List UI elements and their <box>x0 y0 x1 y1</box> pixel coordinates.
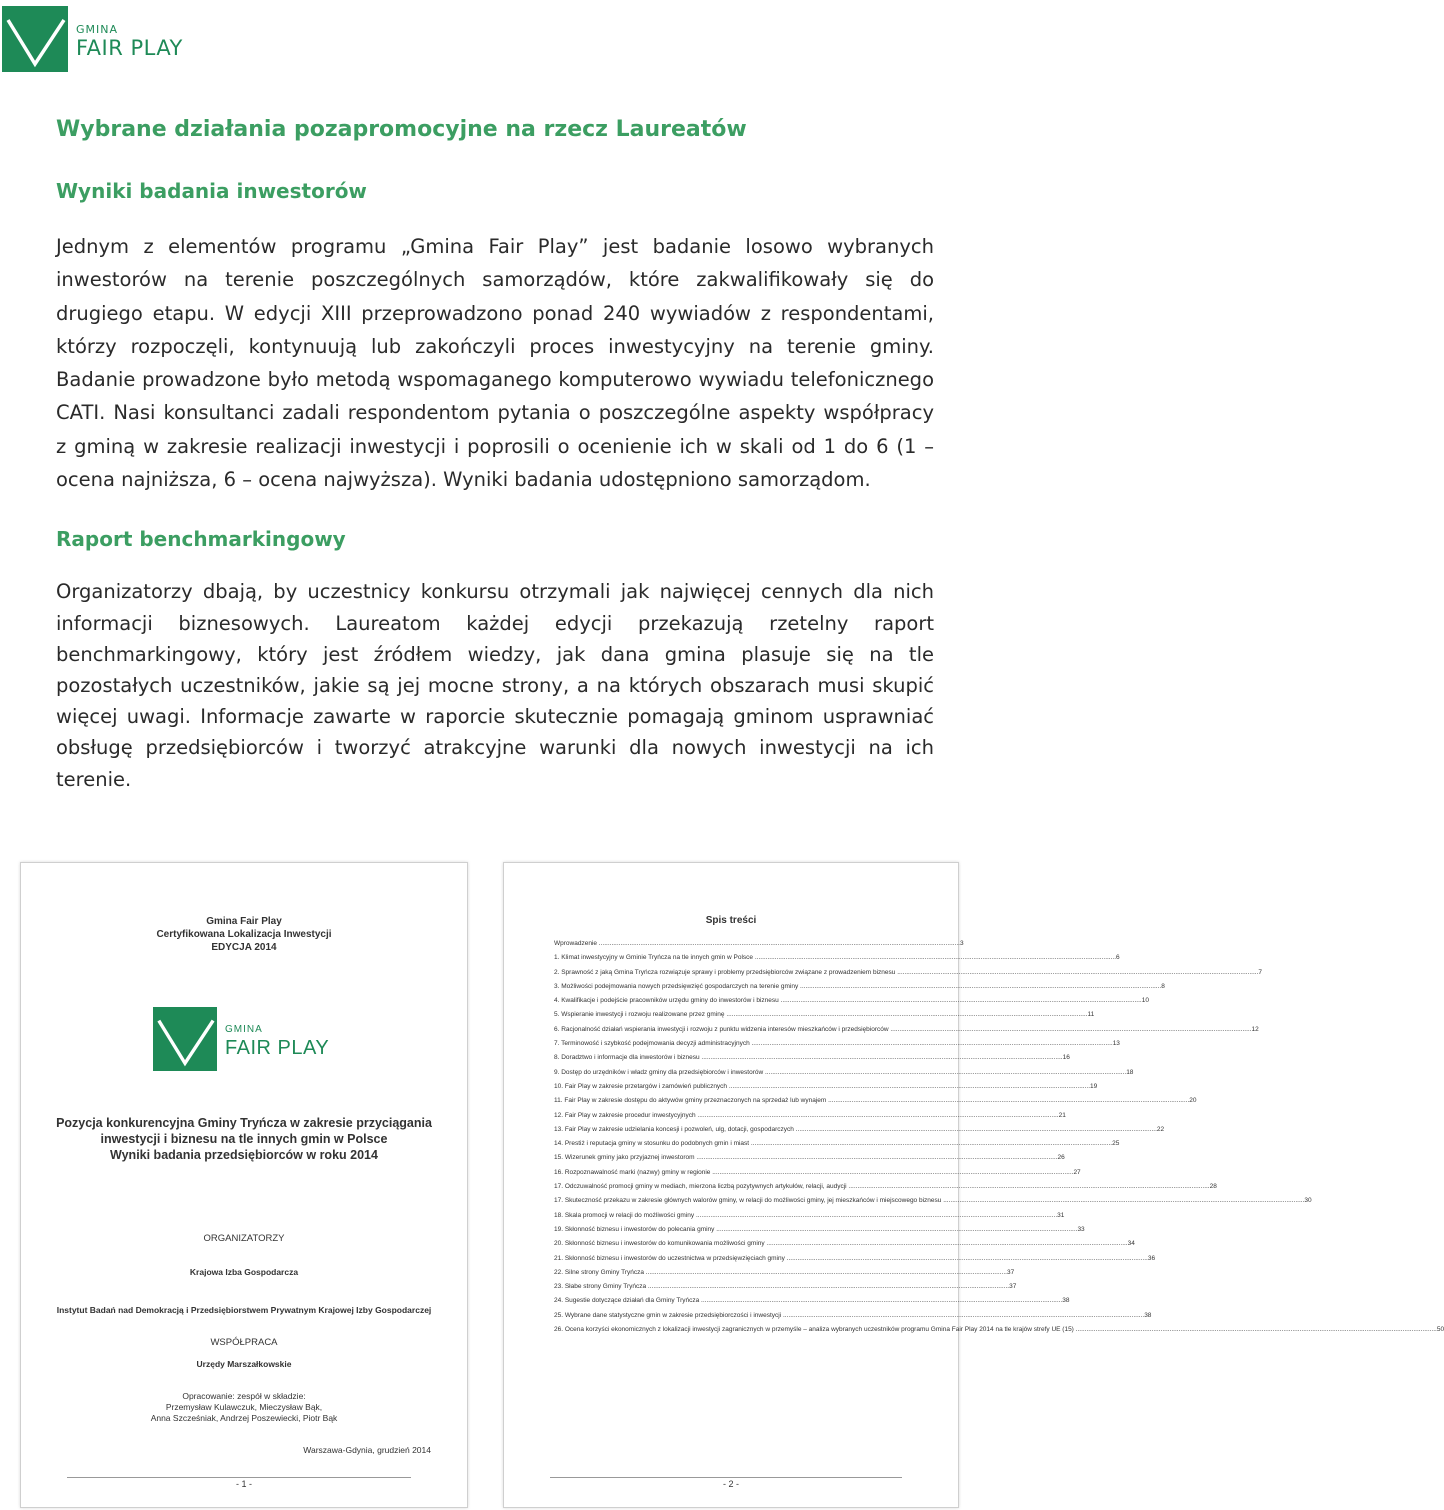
toc-entry-page: 18 <box>1126 1068 1134 1076</box>
section-heading-investors: Wyniki badania inwestorów <box>56 179 367 203</box>
cover-organizers-label: ORGANIZATORZY <box>203 1233 285 1244</box>
toc-row <box>554 937 964 951</box>
toc-entry-text: 15. Wizerunek gminy jako przyjaznej inwestorom ..... <box>554 1151 1058 1165</box>
toc-row <box>554 1266 1015 1280</box>
cover-logo-small: GMINA <box>225 1024 263 1035</box>
toc-entry-text: 13. Fair Play w zakresie udzielania koncesji i pozwoleń, ulg, dotacji, gospodarczych ..... <box>554 1123 1157 1137</box>
toc-entry-page: 30 <box>1304 1197 1312 1205</box>
section-body-benchmark: Organizatorzy dbają, by uczestnicy konkursu otrzymali jak najwięcej cennych dla nich informacji biznesowych. Laureatom każdej edycji przekazują rzetelny raport benchmarkingowy, który jest źródłem wiedzy, jak dana gmina plasuje się na tle pozostałych uczestników, jakie są jej mocne strony, a na których obszarach musi skupić więcej uwagi. Informacje zawarte w raporcie skutecznie pomagają gminom usprawniać obsługę przedsiębiorców i tworzyć atrakcyjne warunki dla nowych inwestycji na ich terenie. <box>56 580 934 791</box>
toc-row <box>554 1137 1120 1151</box>
toc-entry-text: 10. Fair Play w zakresie przetargów i zamówień publicznych ..... <box>554 1080 1090 1094</box>
toc-entry-page: 8 <box>1161 982 1165 990</box>
toc-entry-page: 20 <box>1189 1097 1197 1105</box>
toc-entry-page: 10 <box>1141 997 1149 1005</box>
toc-entry-page: 36 <box>1147 1254 1156 1262</box>
toc-row <box>554 1037 1120 1051</box>
toc-entry-page: 21 <box>1058 1111 1066 1119</box>
toc-entry-page: 31 <box>1057 1211 1065 1219</box>
toc-entry-text: 25. Wybrane dane statystyczne gmin w zakresie przedsiębiorczości i inwestycji ..... <box>554 1309 1144 1323</box>
cover-authors-line: Opracowanie: zespół w składzie: <box>182 1391 306 1401</box>
toc-entry-page: 38 <box>1144 1311 1152 1319</box>
toc-row <box>554 1194 1312 1208</box>
section-body-investors: Jednym z elementów programu „Gmina Fair Play” jest badanie losowo wybranych inwestorów na terenie poszczególnych samorządów, które zakwalifikowały się do drugiego etapu. W edycji XIII przeprowadzono ponad 240 wywiadów z respondentami, którzy rozpoczęli, kontynuują lub zakończyli proces inwestycyjny na terenie gminy. Badanie prowadzone było metodą wspomaganego komputerowo wywiadu telefonicznego CATI. Nasi konsultanci zadali respondentom pytania o poszczególne aspekty współpracy z gminą w zakresie realizacji inwestycji i poprosili o ocenienie ich w skali od 1 do 6 (1 – ocena najniższa, 6 – ocena najwyższa). Wyniki badania udostępniono samorządom. <box>56 235 934 492</box>
toc-row <box>554 1109 1066 1123</box>
toc-entry-text: 5. Wspieranie inwestycji i rozwoju realizowane przez gminę ..... <box>554 1008 1088 1022</box>
toc-row <box>554 994 1149 1008</box>
toc-entry-text: 3. Możliwości podejmowania nowych przedsięwzięć gospodarczych na terenie gminy ..... <box>554 980 1161 994</box>
toc-row <box>554 1123 1165 1137</box>
toc-entry-page: 37 <box>1006 1268 1015 1276</box>
logo-checkmark-icon <box>2 6 68 72</box>
toc-entry-page: 19 <box>1090 1082 1098 1090</box>
toc-row <box>554 1166 1081 1180</box>
toc-row <box>554 1180 1217 1194</box>
toc-entry-page: 11 <box>1087 1011 1095 1019</box>
toc-entry-page: 37 <box>1009 1283 1017 1291</box>
toc-row <box>554 951 1120 965</box>
cover-place-date: Warszawa-Gdynia, grudzień 2014 <box>303 1445 431 1455</box>
toc-entry-text: 19. Skłonność biznesu i inwestorów do polecania gminy ..... <box>554 1223 1077 1237</box>
toc-entry-text: 1. Klimat inwestycyjny w Gminie Tryńcza na tle innych gmin w Polsce ..... <box>554 951 1116 965</box>
toc-row <box>554 980 1165 994</box>
toc-entry-text: 23. Słabe strony Gminy Tryńcza ..... <box>554 1280 1009 1294</box>
toc-entry-page: 26 <box>1057 1154 1065 1162</box>
toc-entry-text: 20. Skłonność biznesu i inwestorów do komunikowania możliwości gminy ..... <box>554 1237 1128 1251</box>
header-logo <box>2 6 183 72</box>
cover-organizer: Instytut Badań nad Demokracją i Przedsiębiorstwem Prywatnym Krajowej Izby Gospodarczej <box>56 1305 432 1315</box>
toc-entry-text: 4. Kwalifikacje i podejście pracowników urzędu gminy do inwestorów i biznesu ..... <box>554 994 1142 1008</box>
toc-row <box>554 1323 1444 1337</box>
toc-entry-text: 26. Ocena korzyści ekonomicznych z lokalizacji inwestycji zagranicznych w przemyśle – analiza wybranych uczestników programu Gmina Fair Play 2014 na tle krajów strefy UE (15) ..... <box>554 1323 1437 1337</box>
report-cover-thumbnail <box>20 862 468 1508</box>
cover-logo-wordmark <box>225 1018 329 1060</box>
logo-wordmark <box>76 18 183 60</box>
toc-row <box>554 1023 1259 1037</box>
toc-row <box>554 1066 1134 1080</box>
toc-footer-divider <box>550 1477 902 1478</box>
toc-entry-page: 33 <box>1077 1225 1085 1233</box>
toc-row <box>554 1051 1070 1065</box>
cover-title-line: Pozycja konkurencyjna Gminy Tryńcza w zakresie przyciągania <box>56 1116 432 1130</box>
section-heading-benchmark: Raport benchmarkingowy <box>56 527 346 552</box>
toc-page-number: - 2 - <box>722 1479 739 1489</box>
toc-row <box>554 1008 1095 1022</box>
toc-entry-text: 18. Skala promocji w relacji do możliwości gminy ..... <box>554 1209 1057 1223</box>
toc-entry-page: 13 <box>1112 1040 1120 1048</box>
cover-authors-line: Anna Szcześniak, Andrzej Poszewiecki, Piotr Bąk <box>150 1413 338 1423</box>
cover-title <box>21 1115 467 1163</box>
toc-entry-text: 24. Sugestie dotyczące działań dla Gminy Tryńcza ..... <box>554 1294 1062 1308</box>
toc-entry-text: 7. Terminowość i szybkość podejmowania decyzji administracyjnych ..... <box>554 1037 1113 1051</box>
cover-organizer: Krajowa Izba Gospodarcza <box>189 1267 299 1277</box>
toc-row <box>554 1280 1017 1294</box>
cover-title-line: Wyniki badania przedsiębiorców w roku 2014 <box>110 1148 378 1162</box>
toc-entry-text: 9. Dostęp do urzędników i władz gminy dla przedsiębiorców i inwestorów ..... <box>554 1066 1126 1080</box>
toc-row <box>554 1294 1070 1308</box>
toc-entry-text: 11. Fair Play w zakresie dostępu do aktywów gminy przeznaczonych na sprzedaż lub wynajem ..... <box>554 1094 1189 1108</box>
toc-entry-text: 21. Skłonność biznesu i inwestorów do uczestnictwa w przedsięwzięciach gminy ..... <box>554 1252 1148 1266</box>
toc-entry-text: Wprowadzenie ..... <box>554 937 960 951</box>
toc-entry-text: 22. Silne strony Gminy Tryńcza ..... <box>554 1266 1007 1280</box>
toc-entry-page: 27 <box>1073 1168 1081 1176</box>
toc-row <box>554 1309 1152 1323</box>
toc-entry-text: 14. Prestiż i reputacja gminy w stosunku do podobnych gmin i miast ..... <box>554 1137 1112 1151</box>
logo-big-text: FAIR PLAY <box>76 36 183 60</box>
toc-entry-text: 17. Skuteczność przekazu w zakresie głównych walorów gminy, w relacji do możliwości gminy, jej mieszkańców i miejscowego biznesu ..... <box>554 1194 1304 1208</box>
cover-header-line: EDYCJA 2014 <box>211 942 277 953</box>
cover-title-line: inwestycji i biznesu na tle innych gmin w Polsce <box>100 1132 388 1146</box>
page-title: Wybrane działania pozapromocyjne na rzecz Laureatów <box>56 117 747 142</box>
toc-entry-page: 3 <box>960 940 964 947</box>
cover-authors <box>21 1391 467 1424</box>
toc-list <box>554 937 1444 1337</box>
toc-row <box>554 966 1263 980</box>
toc-row <box>554 1223 1085 1237</box>
toc-entry-page: 28 <box>1209 1183 1217 1191</box>
toc-entry-page: 22 <box>1156 1125 1165 1133</box>
logo-small-text: GMINA <box>76 23 119 36</box>
toc-entry-text: 2. Sprawność z jaką Gmina Tryńcza rozwiązuje sprawy i problemy przedsiębiorców związane z prowadzeniem biznesu ..... <box>554 966 1258 980</box>
toc-row <box>554 1080 1098 1094</box>
toc-entry-text: 16. Rozpoznawalność marki (nazwy) gminy w regionie ..... <box>554 1166 1073 1180</box>
toc-title: Spis treści <box>705 915 757 926</box>
cover-cooperation: Urzędy Marszałkowskie <box>196 1359 292 1369</box>
toc-entry-text: 6. Racjonalność działań wspierania inwestycji i rozwoju z punktu widzenia interesów mieszkańców i przedsiębiorców ..... <box>554 1023 1252 1037</box>
cover-cooperation-label: WSPÓŁPRACA <box>210 1337 278 1348</box>
cover-header-line: Gmina Fair Play <box>206 916 282 927</box>
cover-logo-big: FAIR PLAY <box>225 1037 330 1059</box>
article <box>56 112 934 795</box>
toc-entry-page: 38 <box>1062 1297 1070 1305</box>
toc-entry-page: 16 <box>1062 1054 1070 1062</box>
cover-page-number: - 1 - <box>235 1479 252 1489</box>
toc-entry-page: 6 <box>1116 954 1120 962</box>
toc-row <box>554 1151 1065 1165</box>
toc-entry-text: 12. Fair Play w zakresie procedur inwestycyjnych ..... <box>554 1109 1059 1123</box>
cover-logo-checkmark-icon <box>153 1007 217 1071</box>
toc-entry-text: 17. Odczuwalność promocji gminy w mediach, mierzona liczbą pozytywnych artykułów, relacji, audycji ..... <box>554 1180 1210 1194</box>
cover-authors-line: Przemysław Kulawczuk, Mieczysław Bąk, <box>165 1402 323 1412</box>
toc-row <box>554 1209 1065 1223</box>
toc-entry-page: 50 <box>1436 1326 1444 1334</box>
cover-header <box>21 915 467 954</box>
toc-row <box>554 1094 1197 1108</box>
toc-entry-page: 7 <box>1258 968 1263 976</box>
toc-entry-page: 12 <box>1251 1025 1259 1033</box>
toc-entry-page: 34 <box>1127 1240 1135 1248</box>
toc-entry-page: 25 <box>1112 1140 1120 1148</box>
toc-entry-text: 8. Doradztwo i informacje dla inwestorów i biznesu ..... <box>554 1051 1063 1065</box>
toc-row <box>554 1252 1156 1266</box>
cover-footer-divider <box>67 1477 411 1478</box>
report-toc-thumbnail <box>503 862 1444 1508</box>
cover-logo <box>153 1007 329 1071</box>
cover-header-line: Certyfikowana Lokalizacja Inwestycji <box>156 929 332 940</box>
toc-row <box>554 1237 1135 1251</box>
